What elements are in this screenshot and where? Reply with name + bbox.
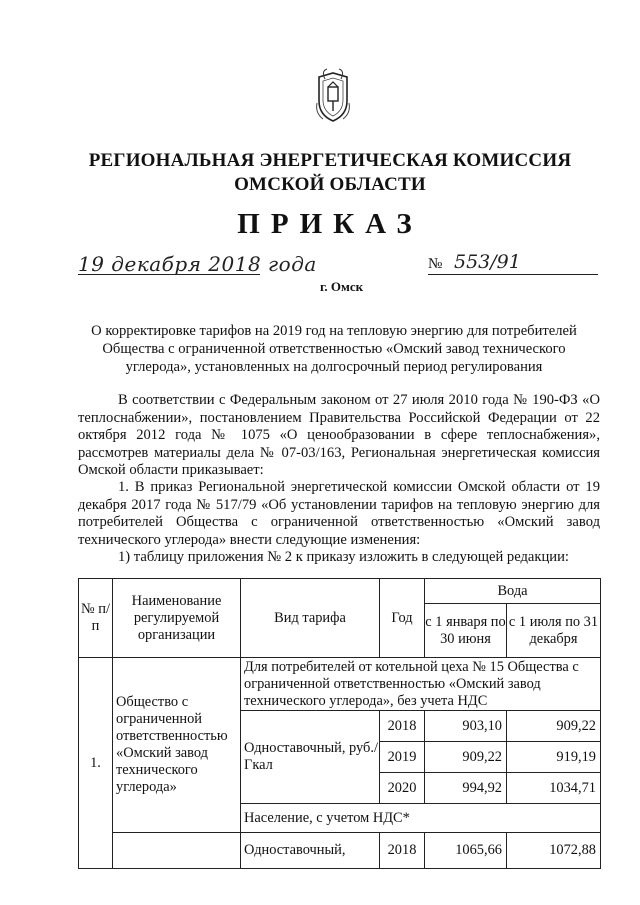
document-title: ПРИКАЗ	[237, 208, 423, 240]
header-year: Год	[380, 579, 425, 658]
section-1-heading: Для потребителей от котельной цеха № 15 Общества с ограниченной ответственностью «Омский завод технического углерода», без учета НДС	[241, 658, 601, 711]
table-cell-value: 1034,71	[507, 773, 601, 804]
tariff-type-2: Одноставочный,	[241, 833, 380, 869]
header-period-1: с 1 января по 30 июня	[425, 604, 507, 658]
table-cell-year: 2018	[380, 711, 425, 742]
header-tariff-type: Вид тарифа	[241, 579, 380, 658]
commission-name-line2: ОМСКОЙ ОБЛАСТИ	[234, 174, 426, 195]
omsk-coat-of-arms-icon	[313, 67, 353, 127]
table-cell-year: 2018	[380, 833, 425, 869]
tariff-type-1: Одноставочный, руб./Гкал	[241, 711, 380, 804]
table-cell-value: 1072,88	[507, 833, 601, 869]
header-organization: Наименование регулируемой организации	[113, 579, 241, 658]
table-cell-value: 903,10	[425, 711, 507, 742]
row-number: 1.	[79, 658, 113, 869]
organization-name-continued	[113, 833, 241, 869]
commission-name-line1: РЕГИОНАЛЬНАЯ ЭНЕРГЕТИЧЕСКАЯ КОМИССИЯ	[88, 150, 572, 171]
table-cell-value: 994,92	[425, 773, 507, 804]
preamble-paragraph: В соответствии с Федеральным законом от 27 июля 2010 года № 190-ФЗ «О теплоснабжении», постановлением Правительства Российской Федерации от 22 октября 2012 года № 1075 «О ценообразовании в сфере теплоснабжения», рассмотрев материалы дела № 07-03/163, Региональная энергетическая комиссия Омской области приказывает:	[78, 392, 600, 479]
table-cell-year: 2020	[380, 773, 425, 804]
table-cell-value: 919,19	[507, 742, 601, 773]
header-period-2: с 1 июля по 31 декабря	[507, 604, 601, 658]
clause-1-paragraph: 1. В приказ Региональной энергетической комиссии Омской области от 19 декабря 2017 года № 517/79 «Об установлении тарифов на тепловую энергию для потребителей Общества с ограниченной ответственностью «Омский завод технического углерода» внести следующие изменения:	[78, 479, 600, 548]
section-2-heading: Население, с учетом НДС*	[241, 804, 601, 833]
table-cell-value: 909,22	[507, 711, 601, 742]
header-num: № п/п	[79, 579, 113, 658]
order-number-label: №	[428, 256, 443, 272]
order-subject: О корректировке тарифов на 2019 год на тепловую энергию для потребителей Общества с ограниченной ответственностью «Омский завод технического углерода», установленных на долгосрочный период регулирования	[91, 323, 577, 375]
header-water: Вода	[425, 579, 601, 604]
organization-name: Общество с ограниченной ответственностью «Омский завод технического углерода»	[113, 658, 241, 833]
subclause-1-paragraph: 1) таблицу приложения № 2 к приказу изложить в следующей редакции:	[118, 549, 569, 565]
date-underline	[78, 274, 260, 275]
table-cell-value: 909,22	[425, 742, 507, 773]
handwritten-date: 19 декабря 2018 года	[78, 252, 317, 276]
tariff-table	[78, 578, 601, 869]
number-underline	[428, 274, 598, 275]
table-cell-year: 2019	[380, 742, 425, 773]
handwritten-order-number: 553/91	[454, 251, 521, 273]
city-label: г. Омск	[320, 279, 364, 294]
table-cell-value: 1065,66	[425, 833, 507, 869]
